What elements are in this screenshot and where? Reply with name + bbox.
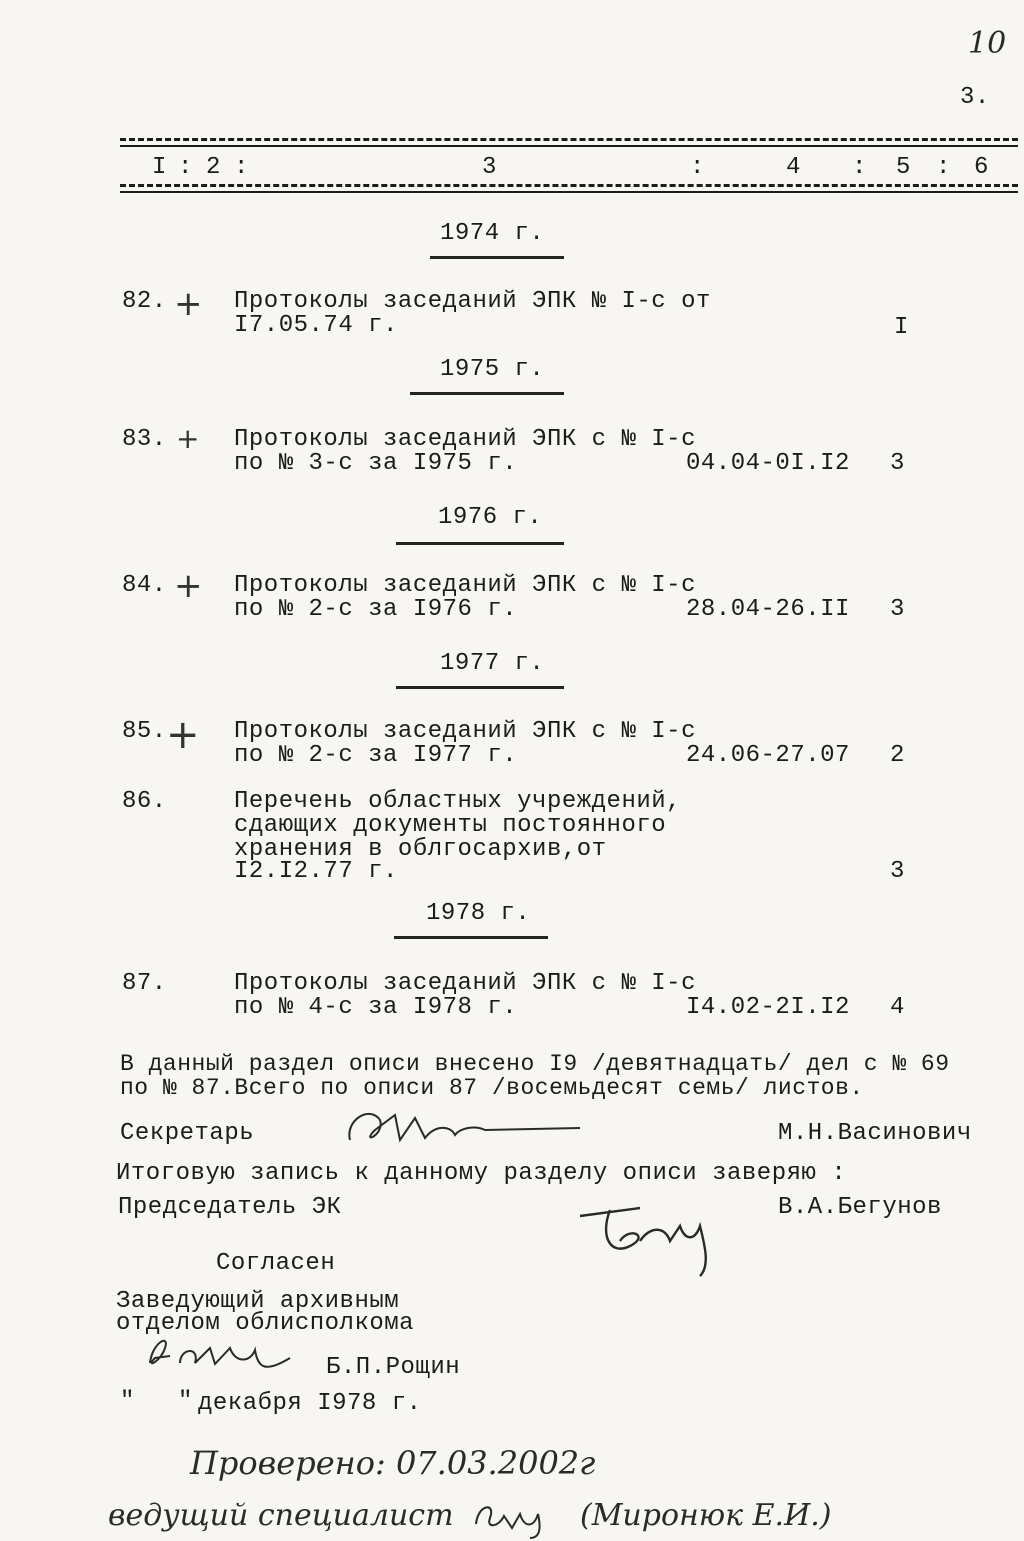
year-heading: 1975 г. bbox=[440, 356, 545, 383]
col-sep-2: : bbox=[234, 154, 249, 181]
certify-text: Итоговую запись к данному разделу описи заверяю : bbox=[116, 1160, 847, 1187]
year-heading: 1974 г. bbox=[440, 220, 545, 247]
check-mark-icon: + bbox=[166, 712, 200, 758]
entry-number: 82. bbox=[122, 288, 167, 315]
entry-title-line: Протоколы заседаний ЭПК с № I-с bbox=[234, 718, 696, 745]
secretary-title: Секретарь bbox=[120, 1120, 255, 1147]
col-sep-5: : bbox=[936, 154, 951, 181]
entry-number: 85. bbox=[122, 718, 167, 745]
entry-sheets: 3 bbox=[890, 596, 905, 623]
entry-sheets: 2 bbox=[890, 742, 905, 769]
check-mark-icon: + bbox=[174, 566, 203, 606]
year-underline bbox=[396, 686, 564, 689]
head-title-line: Заведующий архивным bbox=[116, 1288, 400, 1315]
year-heading: 1977 г. bbox=[440, 650, 545, 677]
check-mark-icon: + bbox=[174, 284, 203, 324]
year-underline bbox=[410, 392, 564, 395]
entry-title-line: I2.I2.77 г. bbox=[234, 858, 398, 885]
year-heading: 1978 г. bbox=[426, 900, 531, 927]
chairman-name: В.А.Бегунов bbox=[778, 1194, 942, 1221]
entry-title-line: по № 2-с за I976 г. bbox=[234, 596, 518, 623]
entry-title-line: сдающих документы постоянного bbox=[234, 812, 667, 839]
specialist-title: ведущий специалист bbox=[108, 1498, 454, 1533]
header-top-rule bbox=[120, 138, 1018, 141]
year-heading: 1976 г. bbox=[438, 504, 543, 531]
entry-sheets: I bbox=[894, 314, 909, 341]
entry-number: 86. bbox=[122, 788, 167, 815]
entry-sheets: 3 bbox=[890, 450, 905, 477]
entry-dates: 04.04-0I.I2 bbox=[686, 450, 850, 477]
year-underline bbox=[396, 542, 564, 545]
check-mark-icon: + bbox=[176, 422, 200, 455]
summary-line: В данный раздел описи внесено I9 /девятнадцать/ дел с № 69 bbox=[120, 1051, 950, 1077]
entry-title-line: хранения в облгосархив,от bbox=[234, 836, 607, 863]
entry-sheets: 3 bbox=[890, 858, 905, 885]
summary-line: по № 87.Всего по описи 87 /восемьдесят семь/ листов. bbox=[120, 1075, 864, 1101]
sheet-number: 10 bbox=[968, 26, 1007, 61]
page-number: 3. bbox=[960, 84, 990, 111]
entry-title-line: I7.05.74 г. bbox=[234, 312, 398, 339]
entry-title-line: по № 2-с за I977 г. bbox=[234, 742, 518, 769]
col-sep-4: : bbox=[852, 154, 867, 181]
chairman-signature bbox=[570, 1196, 740, 1286]
checked-note: Проверено: 07.03.2002г bbox=[190, 1444, 596, 1482]
col-sep-1: : bbox=[178, 154, 193, 181]
entry-title-line: Протоколы заседаний ЭПК с № I-с bbox=[234, 970, 696, 997]
date-quote-open: " bbox=[120, 1388, 135, 1415]
specialist-signature bbox=[468, 1494, 558, 1540]
agreed-label: Согласен bbox=[216, 1250, 336, 1277]
chairman-title: Председатель ЭК bbox=[118, 1194, 342, 1221]
col-6: 6 bbox=[974, 154, 989, 181]
entry-title-line: Перечень областных учреждений, bbox=[234, 788, 682, 815]
entry-number: 87. bbox=[122, 970, 167, 997]
header-bottom-rule-2 bbox=[120, 191, 1018, 193]
entry-title-line: по № 4-с за I978 г. bbox=[234, 994, 518, 1021]
head-signature bbox=[140, 1328, 310, 1378]
col-5: 5 bbox=[896, 154, 911, 181]
head-name: Б.П.Рощин bbox=[326, 1354, 461, 1381]
secretary-signature bbox=[340, 1100, 590, 1160]
date-text: декабря I978 г. bbox=[198, 1390, 422, 1417]
secretary-name: М.Н.Васинович bbox=[778, 1120, 972, 1147]
specialist-name: (Миронюк Е.И.) bbox=[580, 1498, 832, 1533]
entry-dates: 24.06-27.07 bbox=[686, 742, 850, 769]
entry-number: 83. bbox=[122, 426, 167, 453]
entry-title-line: Протоколы заседаний ЭПК с № I-с bbox=[234, 572, 696, 599]
col-4: 4 bbox=[786, 154, 801, 181]
col-3: 3 bbox=[482, 154, 497, 181]
entry-title-line: Протоколы заседаний ЭПК № I-с от bbox=[234, 288, 711, 315]
year-underline bbox=[394, 936, 548, 939]
head-title-line: отделом облисполкома bbox=[116, 1310, 415, 1337]
entry-dates: 28.04-26.II bbox=[686, 596, 850, 623]
col-2: 2 bbox=[206, 154, 221, 181]
entry-title-line: по № 3-с за I975 г. bbox=[234, 450, 518, 477]
date-quote-close: " bbox=[178, 1388, 193, 1415]
entry-dates: I4.02-2I.I2 bbox=[686, 994, 850, 1021]
year-underline bbox=[430, 256, 564, 259]
entry-sheets: 4 bbox=[890, 994, 905, 1021]
entry-number: 84. bbox=[122, 572, 167, 599]
entry-title-line: Протоколы заседаний ЭПК с № I-с bbox=[234, 426, 696, 453]
header-bottom-rule bbox=[120, 184, 1018, 187]
col-sep-3: : bbox=[690, 154, 705, 181]
col-1: I bbox=[152, 154, 167, 181]
header-top-rule-2 bbox=[120, 145, 1018, 147]
